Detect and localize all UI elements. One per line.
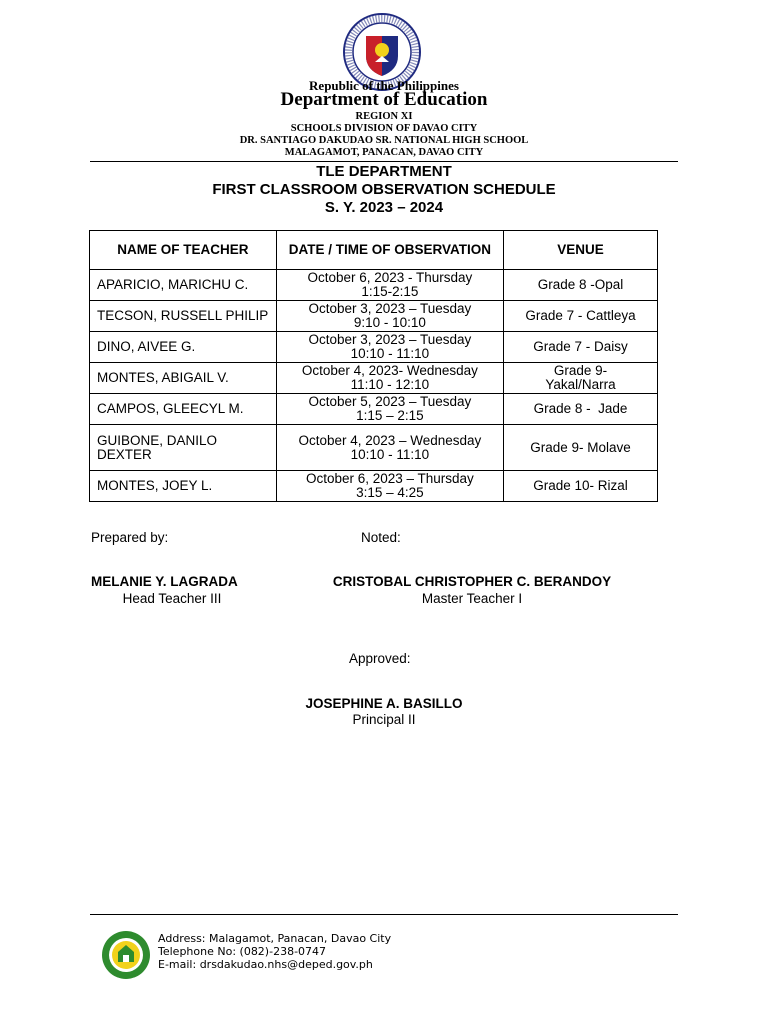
republic-line: Republic of the Philippines	[309, 78, 459, 93]
table-row	[90, 471, 658, 502]
observation-schedule-table	[89, 230, 658, 502]
table-row	[90, 332, 658, 363]
observation-datetime	[276, 394, 503, 425]
table-row	[90, 270, 658, 301]
teacher-name: CAMPOS, GLEECYL M.	[90, 394, 277, 425]
header-venue: VENUE	[504, 231, 658, 270]
teacher-name: TECSON, RUSSELL PHILIP	[90, 301, 277, 332]
observation-time: 11:10 - 12:10	[350, 377, 430, 392]
footer-email: E-mail: drsdakudao.nhs@deped.gov.ph	[158, 958, 373, 971]
venue-text: Grade 9- Yakal/Narra	[545, 363, 616, 392]
observation-time: 1:15 – 2:15	[356, 408, 424, 423]
table-row	[90, 363, 658, 394]
schedule-title: FIRST CLASSROOM OBSERVATION SCHEDULE	[212, 181, 556, 198]
table-row	[90, 425, 658, 471]
header-divider	[90, 161, 678, 162]
observation-datetime	[276, 301, 503, 332]
approved-by-title: Principal II	[352, 712, 416, 727]
observation-datetime	[276, 270, 503, 301]
venue: Grade 10- Rizal	[504, 471, 658, 502]
observation-datetime	[276, 425, 503, 471]
noted-label: Noted:	[361, 530, 401, 545]
observation-date: October 4, 2023 – Wednesday	[298, 432, 482, 448]
noted-by-name: CRISTOBAL CHRISTOPHER C. BERANDOY	[332, 574, 612, 589]
school-name: DR. SANTIAGO DAKUDAO SR. NATIONAL HIGH SCHOOL	[239, 135, 529, 146]
venue: Grade 7 - Cattleya	[504, 301, 658, 332]
observation-time: 10:10 - 11:10	[350, 446, 430, 462]
noted-by-title: Master Teacher I	[421, 591, 523, 606]
observation-date: October 3, 2023 – Tuesday	[308, 332, 472, 347]
table-row	[90, 301, 658, 332]
prepared-by-label: Prepared by:	[91, 530, 169, 545]
observation-datetime	[276, 332, 503, 363]
teacher-name: MONTES, ABIGAIL V.	[90, 363, 277, 394]
observation-time: 1:15-2:15	[361, 284, 419, 299]
venue: Grade 9- Molave	[504, 425, 658, 471]
footer-telephone: Telephone No: (082)-238-0747	[158, 945, 327, 958]
observation-datetime	[276, 471, 503, 502]
header-date-time: DATE / TIME OF OBSERVATION	[276, 231, 503, 270]
footer-divider	[90, 914, 678, 915]
prepared-by-title: Head Teacher III	[122, 591, 222, 606]
approved-by-name: JOSEPHINE A. BASILLO	[305, 696, 463, 711]
teacher-name: APARICIO, MARICHU C.	[90, 270, 277, 301]
teacher-name: DINO, AIVEE G.	[90, 332, 277, 363]
observation-time: 9:10 - 10:10	[353, 315, 426, 330]
header-name-of-teacher: NAME OF TEACHER	[90, 231, 277, 270]
school-seal-icon	[101, 930, 151, 980]
venue: Grade 8 -Opal	[504, 270, 658, 301]
school-address: MALAGAMOT, PANACAN, DAVAO CITY	[284, 147, 484, 158]
observation-time: 3:15 – 4:25	[356, 485, 424, 500]
observation-date: October 6, 2023 – Thursday	[305, 471, 474, 486]
observation-date: October 4, 2023- Wednesday	[301, 363, 478, 378]
observation-time: 10:10 - 11:10	[350, 346, 430, 361]
observation-date: October 5, 2023 – Tuesday	[308, 394, 472, 409]
observation-date: October 3, 2023 – Tuesday	[308, 301, 472, 316]
teacher-name: MONTES, JOEY L.	[90, 471, 277, 502]
venue: Grade 7 - Daisy	[504, 332, 658, 363]
department-title: TLE DEPARTMENT	[316, 163, 452, 180]
observation-date: October 6, 2023 - Thursday	[307, 270, 473, 285]
department-name: Department of Education	[280, 89, 488, 110]
table-row	[90, 394, 658, 425]
school-year: S. Y. 2023 – 2024	[324, 199, 444, 216]
region-line: REGION XI	[355, 111, 413, 122]
venue: Grade 8 - Jade	[504, 394, 658, 425]
teacher-name: GUIBONE, DANILO DEXTER	[90, 425, 277, 471]
footer-address: Address: Malagamot, Panacan, Davao City	[158, 932, 392, 945]
prepared-by-name: MELANIE Y. LAGRADA	[91, 574, 238, 589]
venue	[504, 363, 658, 394]
division-line: SCHOOLS DIVISION OF DAVAO CITY	[290, 123, 478, 134]
table-header-row	[90, 231, 658, 270]
observation-datetime	[276, 363, 503, 394]
approved-label: Approved:	[349, 651, 411, 666]
